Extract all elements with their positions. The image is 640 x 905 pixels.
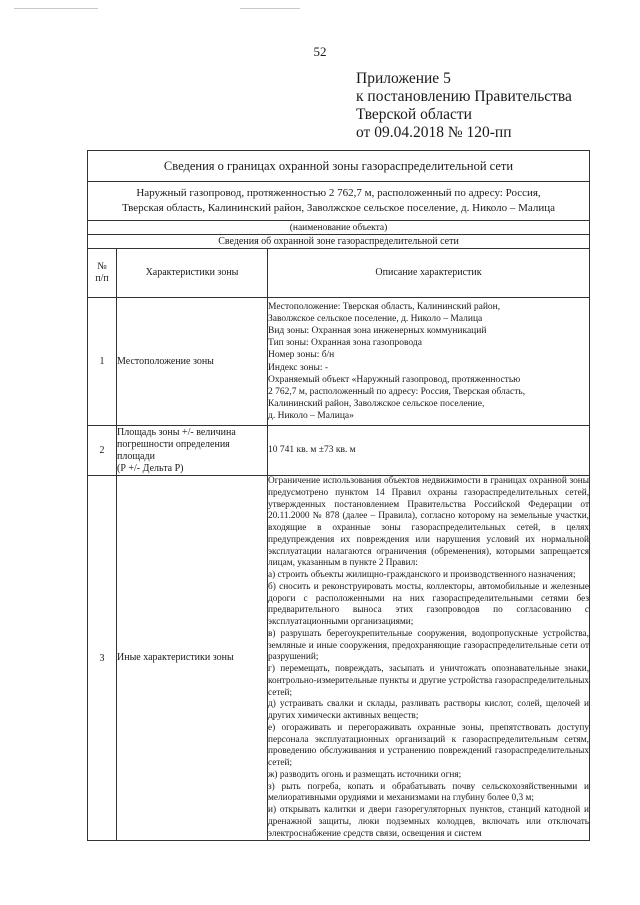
zone-info-table xyxy=(87,150,590,841)
restriction-item: д) устраивать свалки и склады, разливать растворы кислот, солей, щелочей и других химически активных веществ; xyxy=(268,699,590,721)
restriction-item: и) открывать калитки и двери газорегуляторных пунктов, станций катодной и дренажной защиты, люки подземных колодцев, включать или отключать электроснабжение средств связи, освещения и систем xyxy=(268,805,590,839)
table-title: Сведения о границах охранной зоны газораспределительной сети xyxy=(88,151,590,182)
restriction-item: з) рыть погреба, копать и обрабатывать почву сельскохозяйственными и мелиоративными орудиями и механизмами на глубину более 0,3 м; xyxy=(268,781,590,804)
restriction-item: а) строить объекты жилищно-гражданского и производственного назначения; xyxy=(268,570,576,580)
row-number: 3 xyxy=(88,476,117,841)
row-characteristic: Иные характеристики зоны xyxy=(117,476,268,841)
table-row xyxy=(88,426,590,476)
object-line: Наружный газопровод, протяженностью 2 762,7 м, расположенный по адресу: Россия, xyxy=(136,187,541,199)
scan-mark-mid xyxy=(240,8,300,9)
restriction-intro: Ограничение использования объектов недвижимости в границах охранной зоны предусмотрено пунктом 14 Правил охраны газораспределительных сетей, утвержденных постановлением Правительства Российской Федерации от 20.11.2000 № 878 (далее – Правила), согласно которому на земельные участки, входящие в охранные зоны газораспределительных сетей, в целях предупреждения их повреждения или нарушения условий их нормальной эксплуатации налагаются ограничения (обременения), которыми запрещается лицам, указанным в пункте 2 Правил: xyxy=(268,476,590,569)
appendix-block xyxy=(356,70,572,142)
header-characteristic: Характеристики зоны xyxy=(117,249,268,298)
table-subtitle: Сведения об охранной зоне газораспределительной сети xyxy=(88,235,590,249)
row-description: Местоположение: Тверская область, Калининский район, Заволжское сельское поселение, д. Николо – Малица Вид зоны: Охранная зона инженерных коммуникаций Тип зоны: Охранная зона газопровода Номер зоны: б/н Индекс зоны: - Охраняемый объект «Наружный газопровод, протяженностью 2 762,7 м, расположенный по адресу: Россия, Тверская область, Калининский район, Заволжское сельское поселение, д. Николо – Малица» xyxy=(268,298,590,426)
appendix-line: Приложение 5 xyxy=(356,70,451,87)
appendix-line: от 09.04.2018 № 120-пп xyxy=(356,124,512,141)
object-name xyxy=(88,182,590,221)
scan-mark-left xyxy=(14,8,98,9)
object-line: Тверская область, Калининский район, Заволжское сельское поселение, д. Николо – Малица xyxy=(121,202,556,214)
row-characteristic: Площадь зоны +/- величина погрешности определения площади (Р +/- Дельта Р) xyxy=(117,426,268,476)
page-number: 52 xyxy=(313,44,327,59)
header-row xyxy=(88,249,590,298)
restriction-item: ж) разводить огонь и размещать источники огня; xyxy=(268,769,462,780)
appendix-line: Тверской области xyxy=(356,106,472,123)
row-number: 1 xyxy=(88,298,117,426)
appendix-line: к постановлению Правительства xyxy=(356,88,572,105)
restriction-item: б) сносить и реконструировать мосты, коллекторы, автомобильные и железные дороги с расположенными на них газораспределительными сетями без предварительного выноса этих газопроводов по согласованию с эксплуатационными организациями; xyxy=(268,581,590,627)
row-description xyxy=(268,476,590,841)
object-caption: (наименование объекта) xyxy=(88,221,590,235)
restriction-item: в) разрушать берегоукрепительные сооружения, водопропускные устройства, земляные и иные сооружения, предохраняющие газораспределительные сети от разрушений; xyxy=(268,628,590,663)
row-description: 10 741 кв. м ±73 кв. м xyxy=(268,426,590,476)
table-row xyxy=(88,298,590,426)
header-description: Описание характеристик xyxy=(268,249,590,298)
table-row xyxy=(88,476,590,841)
header-num: № п/п xyxy=(88,249,117,298)
restriction-item: е) огораживать и перегораживать охранные зоны, препятствовать доступу персонала эксплуатационных организаций к газораспределительным сетям, проведению обслуживания и устранению повреждений газораспределительных сетей; xyxy=(268,722,590,768)
restriction-item: г) перемещать, повреждать, засыпать и уничтожать опознавательные знаки, контрольно-измерительные пункты и другие устройства газораспределительных сетей; xyxy=(268,664,590,698)
row-number: 2 xyxy=(88,426,117,476)
row-characteristic: Местоположение зоны xyxy=(117,298,268,426)
